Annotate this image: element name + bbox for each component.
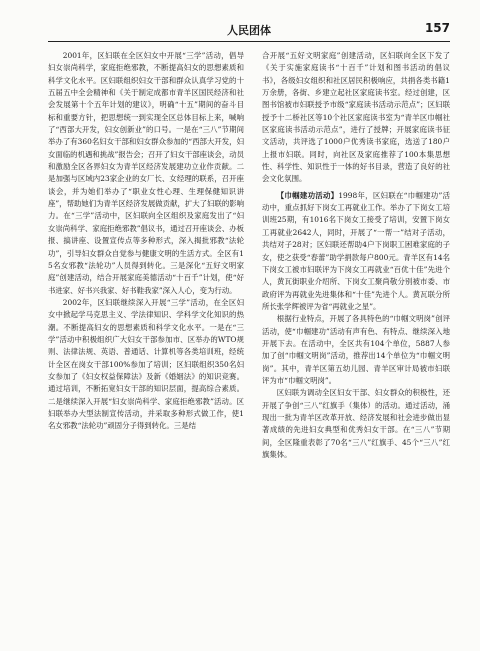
running-title: 人民团体 xyxy=(227,24,271,37)
paragraph-wenmingang: 根据行业特点，开展了各具特色的“巾帼文明岗”创评活动，使“巾帼建功”活动有声有色、有特点、继续深入地开展下去。在活动中，全区共有104个单位，5887人参加了创“巾帼文明岗”活动，推荐出14个单位为“巾帼文明岗”。其中，青羊区第五幼儿园、青羊区审计局被市妇联评为市“巾帼文明岗”。 xyxy=(262,314,450,385)
left-column xyxy=(48,50,244,433)
page-number: 157 xyxy=(424,21,450,35)
header-rule xyxy=(48,41,450,42)
paragraph-hongqishou: 区妇联为调动全区妇女干部、妇女群众的积极性，还开展了争创“三八”红旗手（集体）的活动。通过活动，涌现出一批为青羊区改革开放、经济发展和社会进步做出显著成绩的先进妇女典型和优秀妇女干部。在“三八”节期间，全区隆重表彰了70名“三八”红旗手、45个“三八”红旗集体。 xyxy=(262,388,450,459)
page-header xyxy=(48,20,450,42)
right-column xyxy=(262,50,450,461)
section-body: 1998年，区妇联在“巾帼建功”活动中，重点抓好下岗女工再就业工作。举办了下岗女工培训班25期，有1016名下岗女工接受了培训，安置下岗女工再就业2642人，同时，开展了“一帮一”结对子活动，共结对子28对；区妇联还帮助4户下岗职工困难家庭的子女，使之获受“春蕾”助学捐款每户800元。青羊区有14名下岗女工被市妇联评为下岗女工再就业“百优十佳”先进个人，黄瓦街职业介绍所、下岗女工聚尚敬分别被市委、市政府评为再就业先进集体和“十佳”先进个人。黄瓦联分所所长张学辉被评为省“再就业之星”。 xyxy=(262,190,450,311)
paragraph-2002: 2002年，区妇联继续深入开展“三学”活动，在全区妇女中掀起学马克思主义、学法律知识、学科学文化知识的热潮。不断提高妇女的思想素质和科学文化水平。一是在“三学”活动中积极组织广大妇女干部参加市、区举办的WTO规则、法律法规、英语、普通话、计算机等各类培训班，经统计全区在岗女干部100%参加了培训；区妇联组织350名妇女参加了《妇女权益保障法》及新《婚姻法》的知识竞赛。通过培训，不断拓宽妇女干部的知识层面，提高综合素质。二是继续深入开展“妇女崇尚科学、家庭拒绝邪教”活动。区妇联举办大型法制宣传活动，并采取多种形式做工作，使1名女邪教“法轮功”顽固分子得到转化。三是结 xyxy=(48,297,244,431)
paragraph-continued: 合开展“五好文明家庭”创建活动，区妇联向全区下发了《关于实施家庭读书“十百千”计划和图书活动的倡议书》，各级妇女组织和社区居民积极响应，共捐各类书籍1万余册，各街、乡建立起社区家庭读书室。经过创建，区图书馆被市妇联授予市级“家庭读书活动示范点”；区妇联授予十二桥社区等10个社区家庭读书室为“青羊区巾帼社区家庭读书活动示范点”，进行了授牌；开展家庭读书征文活动，共评选了1000户优秀读书家庭，选送了180户上报市妇联。同时，向社区及家庭推荐了100本集思想性、科学性、知识性于一体的好书目录，营造了良好的社会文化氛围。 xyxy=(262,51,450,184)
paragraph-2001: 2001年，区妇联在全区妇女中开展“三学”活动，倡导妇女崇尚科学，家庭拒绝邪教，不断提高妇女的思想素质和科学文化水平。区妇联组织妇女干部和群众认真学习党的十五届五中全会精神和《关于制定成都市青羊区国民经济和社会发展第十个五年计划的建议》，明确“十五”期间的奋斗目标和重要方针，把思想统一到实现全区总体目标上来，喊响了“西部大开发，妇女创新业”的口号。一是在“三八”节期间举办了有360名妇女干部和妇女群众参加的“西部大开发，妇女面临的机遇和挑战”报告会；召开了妇女干部座谈会，动员和激励全区各界妇女为青羊区经济发展建功立业作贡献。二是加强与区域内23家企业的女厂长、女经理的联系，召开座谈会，并为她们举办了“职业女性心理、生理保健知识讲座”，帮助她们为青羊区经济发展做贡献，扩大了妇联的影响力。在“三学”活动中，区妇联向全区组织及家庭发出了“妇女崇尚科学、家庭拒绝邪教”倡议书，通过召开座谈会、办板报、搞讲座、设置宣传点等多种形式，深入揭批邪教“法轮功”，引导妇女群众自觉参与健康文明的生活方式。全区有15名女邪教“法轮功”人员得到转化。三是深化“五好文明家庭”创建活动，结合开展家庭美德活动“十百千”计划，使“好书进家、好书兴我家、好书鞋我家”深入人心，变为行动。 xyxy=(48,51,244,295)
section-jinguo-jiangong xyxy=(262,190,450,313)
section-heading: 【巾帼建功活动】 xyxy=(276,190,339,200)
